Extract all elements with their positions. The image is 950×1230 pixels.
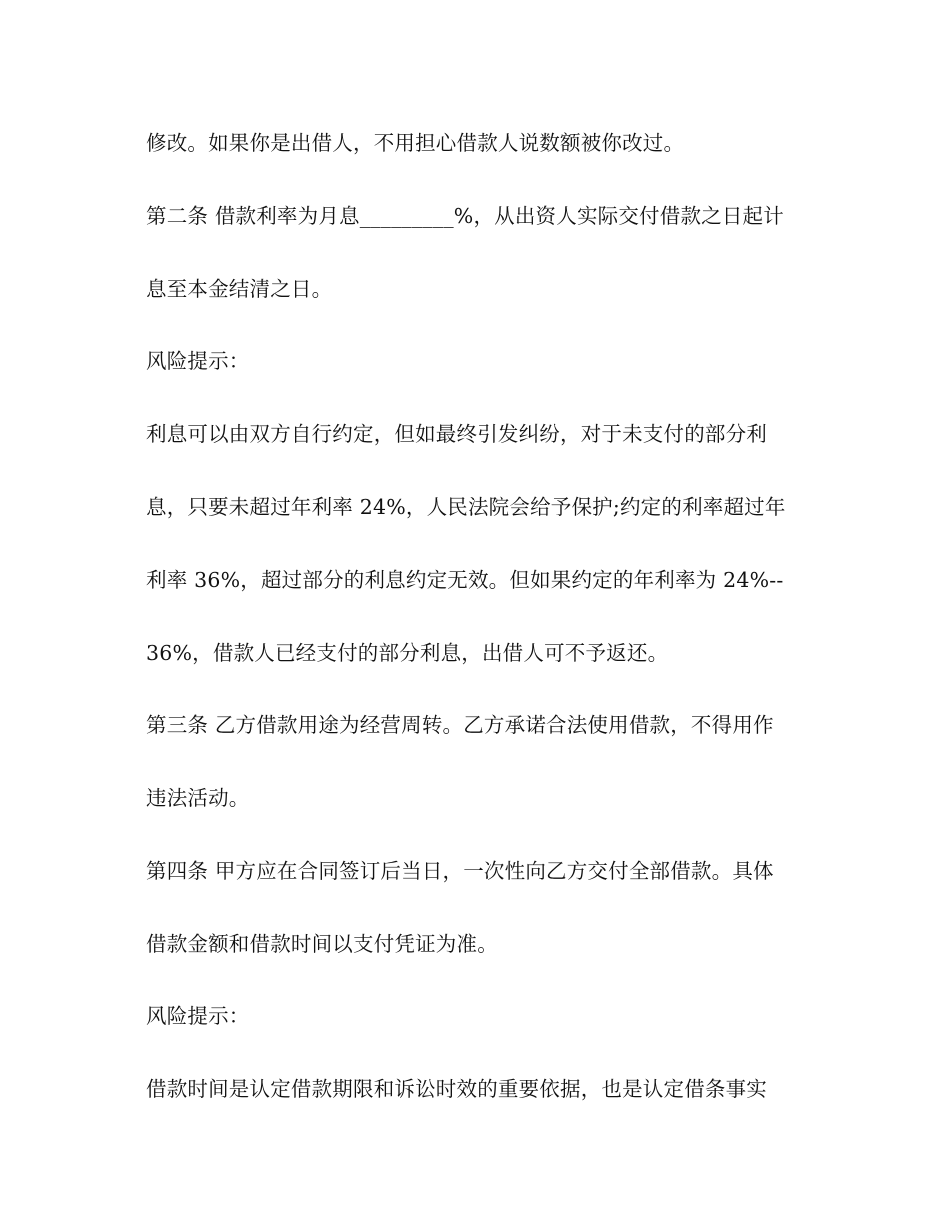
text-line-2: 第二条 借款利率为月息_________%，从出资人实际交付借款之日起计 <box>146 204 784 228</box>
text-line-5: 利息可以由双方自行约定，但如最终引发纠纷，对于未支付的部分利 <box>146 422 767 446</box>
text-line-1: 修改。如果你是出借人，不用担心借款人说数额被你改过。 <box>146 131 685 155</box>
text-line-3: 息至本金结清之日。 <box>146 277 333 301</box>
risk-heading-2: 风险提示： <box>146 1004 250 1028</box>
text-line-7: 利率 36%，超过部分的利息约定无效。但如果约定的年利率为 24%-- <box>146 568 784 592</box>
risk-heading-1: 风险提示： <box>146 349 250 373</box>
text-line-12: 借款金额和借款时间以支付凭证为准。 <box>146 932 498 956</box>
text-line-6: 息，只要未超过年利率 24%，人民法院会给予保护;约定的利率超过年 <box>146 495 786 519</box>
text-line-9: 第三条 乙方借款用途为经营周转。乙方承诺合法使用借款，不得用作 <box>146 713 774 737</box>
text-line-8: 36%，借款人已经支付的部分利息，出借人可不予返还。 <box>146 641 669 665</box>
text-line-10: 违法活动。 <box>146 786 250 810</box>
text-line-14: 借款时间是认定借款期限和诉讼时效的重要依据，也是认定借条事实 <box>146 1077 767 1101</box>
text-line-11: 第四条 甲方应在合同签订后当日，一次性向乙方交付全部借款。具体 <box>146 859 774 883</box>
